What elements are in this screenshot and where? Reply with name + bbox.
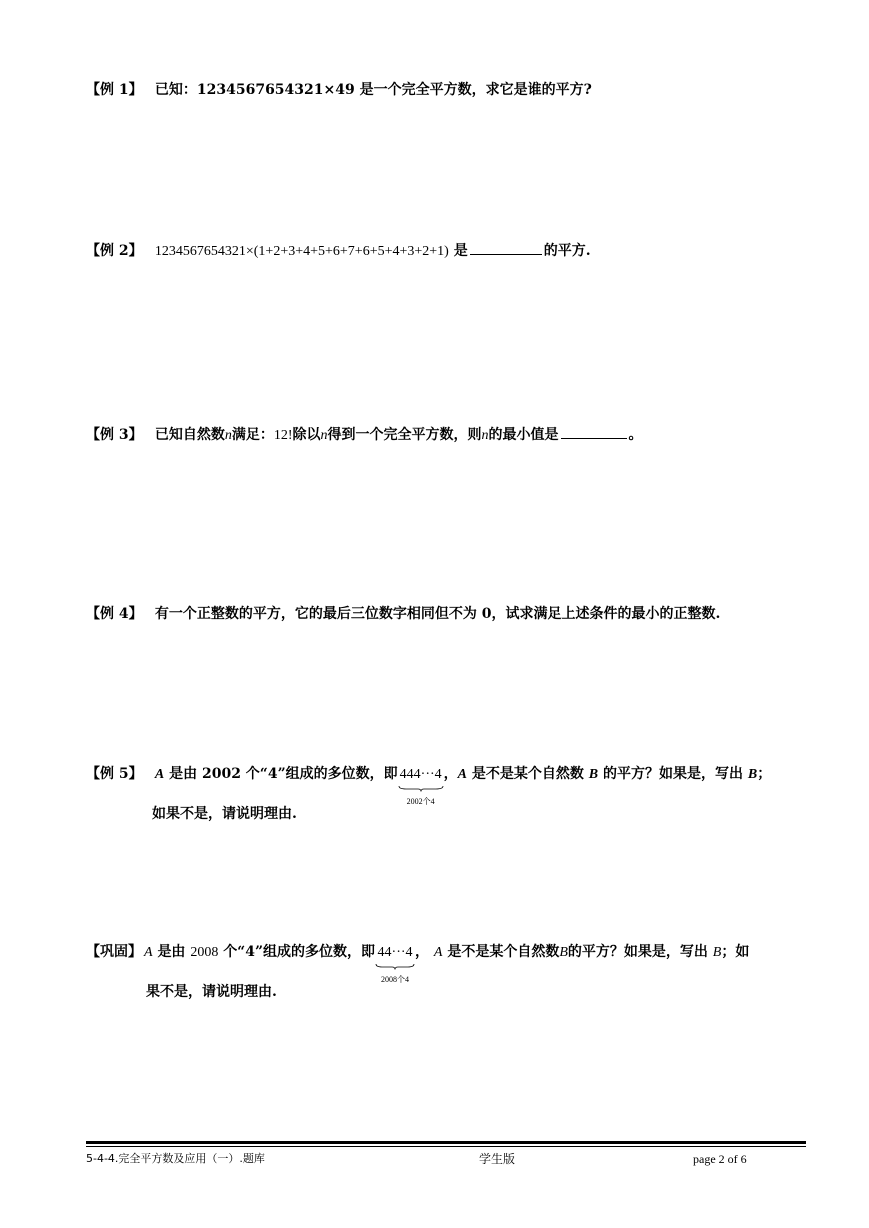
example-1 <box>86 80 592 100</box>
example-3-text-c: 除以 <box>292 427 321 443</box>
example-5-text-a: 是由 2002 个“4”组成的多位数，即 <box>169 766 398 782</box>
example-5-underbrace-number <box>398 765 444 806</box>
example-5-text-d: 的平方？如果是，写出 <box>602 766 743 782</box>
example-4-tag: 【例 4】 <box>86 606 143 622</box>
example-2-text-b: 的平方. <box>543 243 591 259</box>
consolidation-text-b: 个“4”组成的多位数，即 <box>223 944 376 960</box>
consolidation-line-2: 果不是，请说明理由. <box>146 984 277 1000</box>
example-5-var-b: B <box>588 767 599 782</box>
consolidation-var-a: A <box>144 945 153 960</box>
example-1-text: 已知：1234567654321×49 是一个完全平方数，求它是谁的平方? <box>154 82 592 98</box>
consolidation-caption: 2008个4 <box>381 975 410 984</box>
example-5-var-a-2: A <box>457 767 467 782</box>
consolidation-text-d: 是不是某个自然数 <box>447 944 560 960</box>
example-3-var-n: n <box>224 428 232 443</box>
consolidation-count: 2008 <box>190 945 219 960</box>
consolidation-text-e: 的平方？如果是，写出 <box>567 944 708 960</box>
footer-page-number: page 2 of 6 <box>693 1152 747 1166</box>
footer-center: 学生版 <box>479 1152 516 1166</box>
example-3-factorial: 12! <box>273 428 293 443</box>
underbrace-icon <box>375 963 415 970</box>
example-1-tag: 【例 1】 <box>86 82 143 98</box>
example-5-tag: 【例 5】 <box>86 766 143 782</box>
example-3-text-a: 已知自然数 <box>154 427 225 443</box>
consolidation-underbrace-number <box>375 943 415 984</box>
example-2 <box>86 240 591 262</box>
example-5-text-c: 是不是某个自然数 <box>471 766 584 782</box>
example-5-number: 444···4 <box>399 767 442 782</box>
footer-rule-thick <box>86 1141 806 1144</box>
example-3-var-n-3: n <box>481 428 489 443</box>
example-3-var-n-2: n <box>320 428 328 443</box>
example-4-text: 有一个正整数的平方，它的最后三位数字相同但不为 0，试求满足上述条件的最小的正整数. <box>154 606 721 622</box>
example-5 <box>86 764 772 806</box>
example-5-var-a: A <box>154 767 165 782</box>
consolidation-text-f: ；如 <box>721 944 750 960</box>
example-5-var-b-2: B <box>747 767 758 782</box>
footer-left: 5-4-4.完全平方数及应用（一）.题库 <box>86 1152 265 1165</box>
example-5-line-2: 如果不是，请说明理由. <box>152 806 297 822</box>
example-3-tag: 【例 3】 <box>86 427 143 443</box>
consolidation <box>86 942 750 984</box>
consolidation-var-b: B <box>559 945 568 960</box>
consolidation-number: 44···4 <box>377 945 413 960</box>
footer-rule-thin <box>86 1146 806 1147</box>
consolidation-var-a-2: A <box>433 945 443 960</box>
consolidation-text-a: 是由 <box>157 944 186 960</box>
underbrace-icon <box>398 785 444 792</box>
example-3-answer-blank[interactable] <box>561 424 627 439</box>
consolidation-var-b-2: B <box>712 945 722 960</box>
consolidation-text-c: ， <box>415 944 430 960</box>
example-5-text-e: ； <box>757 766 772 782</box>
example-2-expression: 1234567654321×(1+2+3+4+5+6+7+6+5+4+3+2+1) <box>154 244 449 259</box>
example-3 <box>86 424 643 446</box>
example-5-caption: 2002个4 <box>406 797 435 806</box>
example-3-text-e: 的最小值是 <box>488 427 559 443</box>
example-3-text-b: 满足： <box>231 427 274 443</box>
example-3-text-f: 。 <box>628 427 643 443</box>
example-5-text-b: ， <box>443 766 458 782</box>
example-2-answer-blank[interactable] <box>470 240 542 255</box>
example-2-tag: 【例 2】 <box>86 243 143 259</box>
example-2-text-a: 是 <box>453 243 468 259</box>
example-3-text-d: 得到一个完全平方数，则 <box>327 427 482 443</box>
example-4 <box>86 604 720 624</box>
consolidation-tag: 【巩固】 <box>86 944 142 960</box>
